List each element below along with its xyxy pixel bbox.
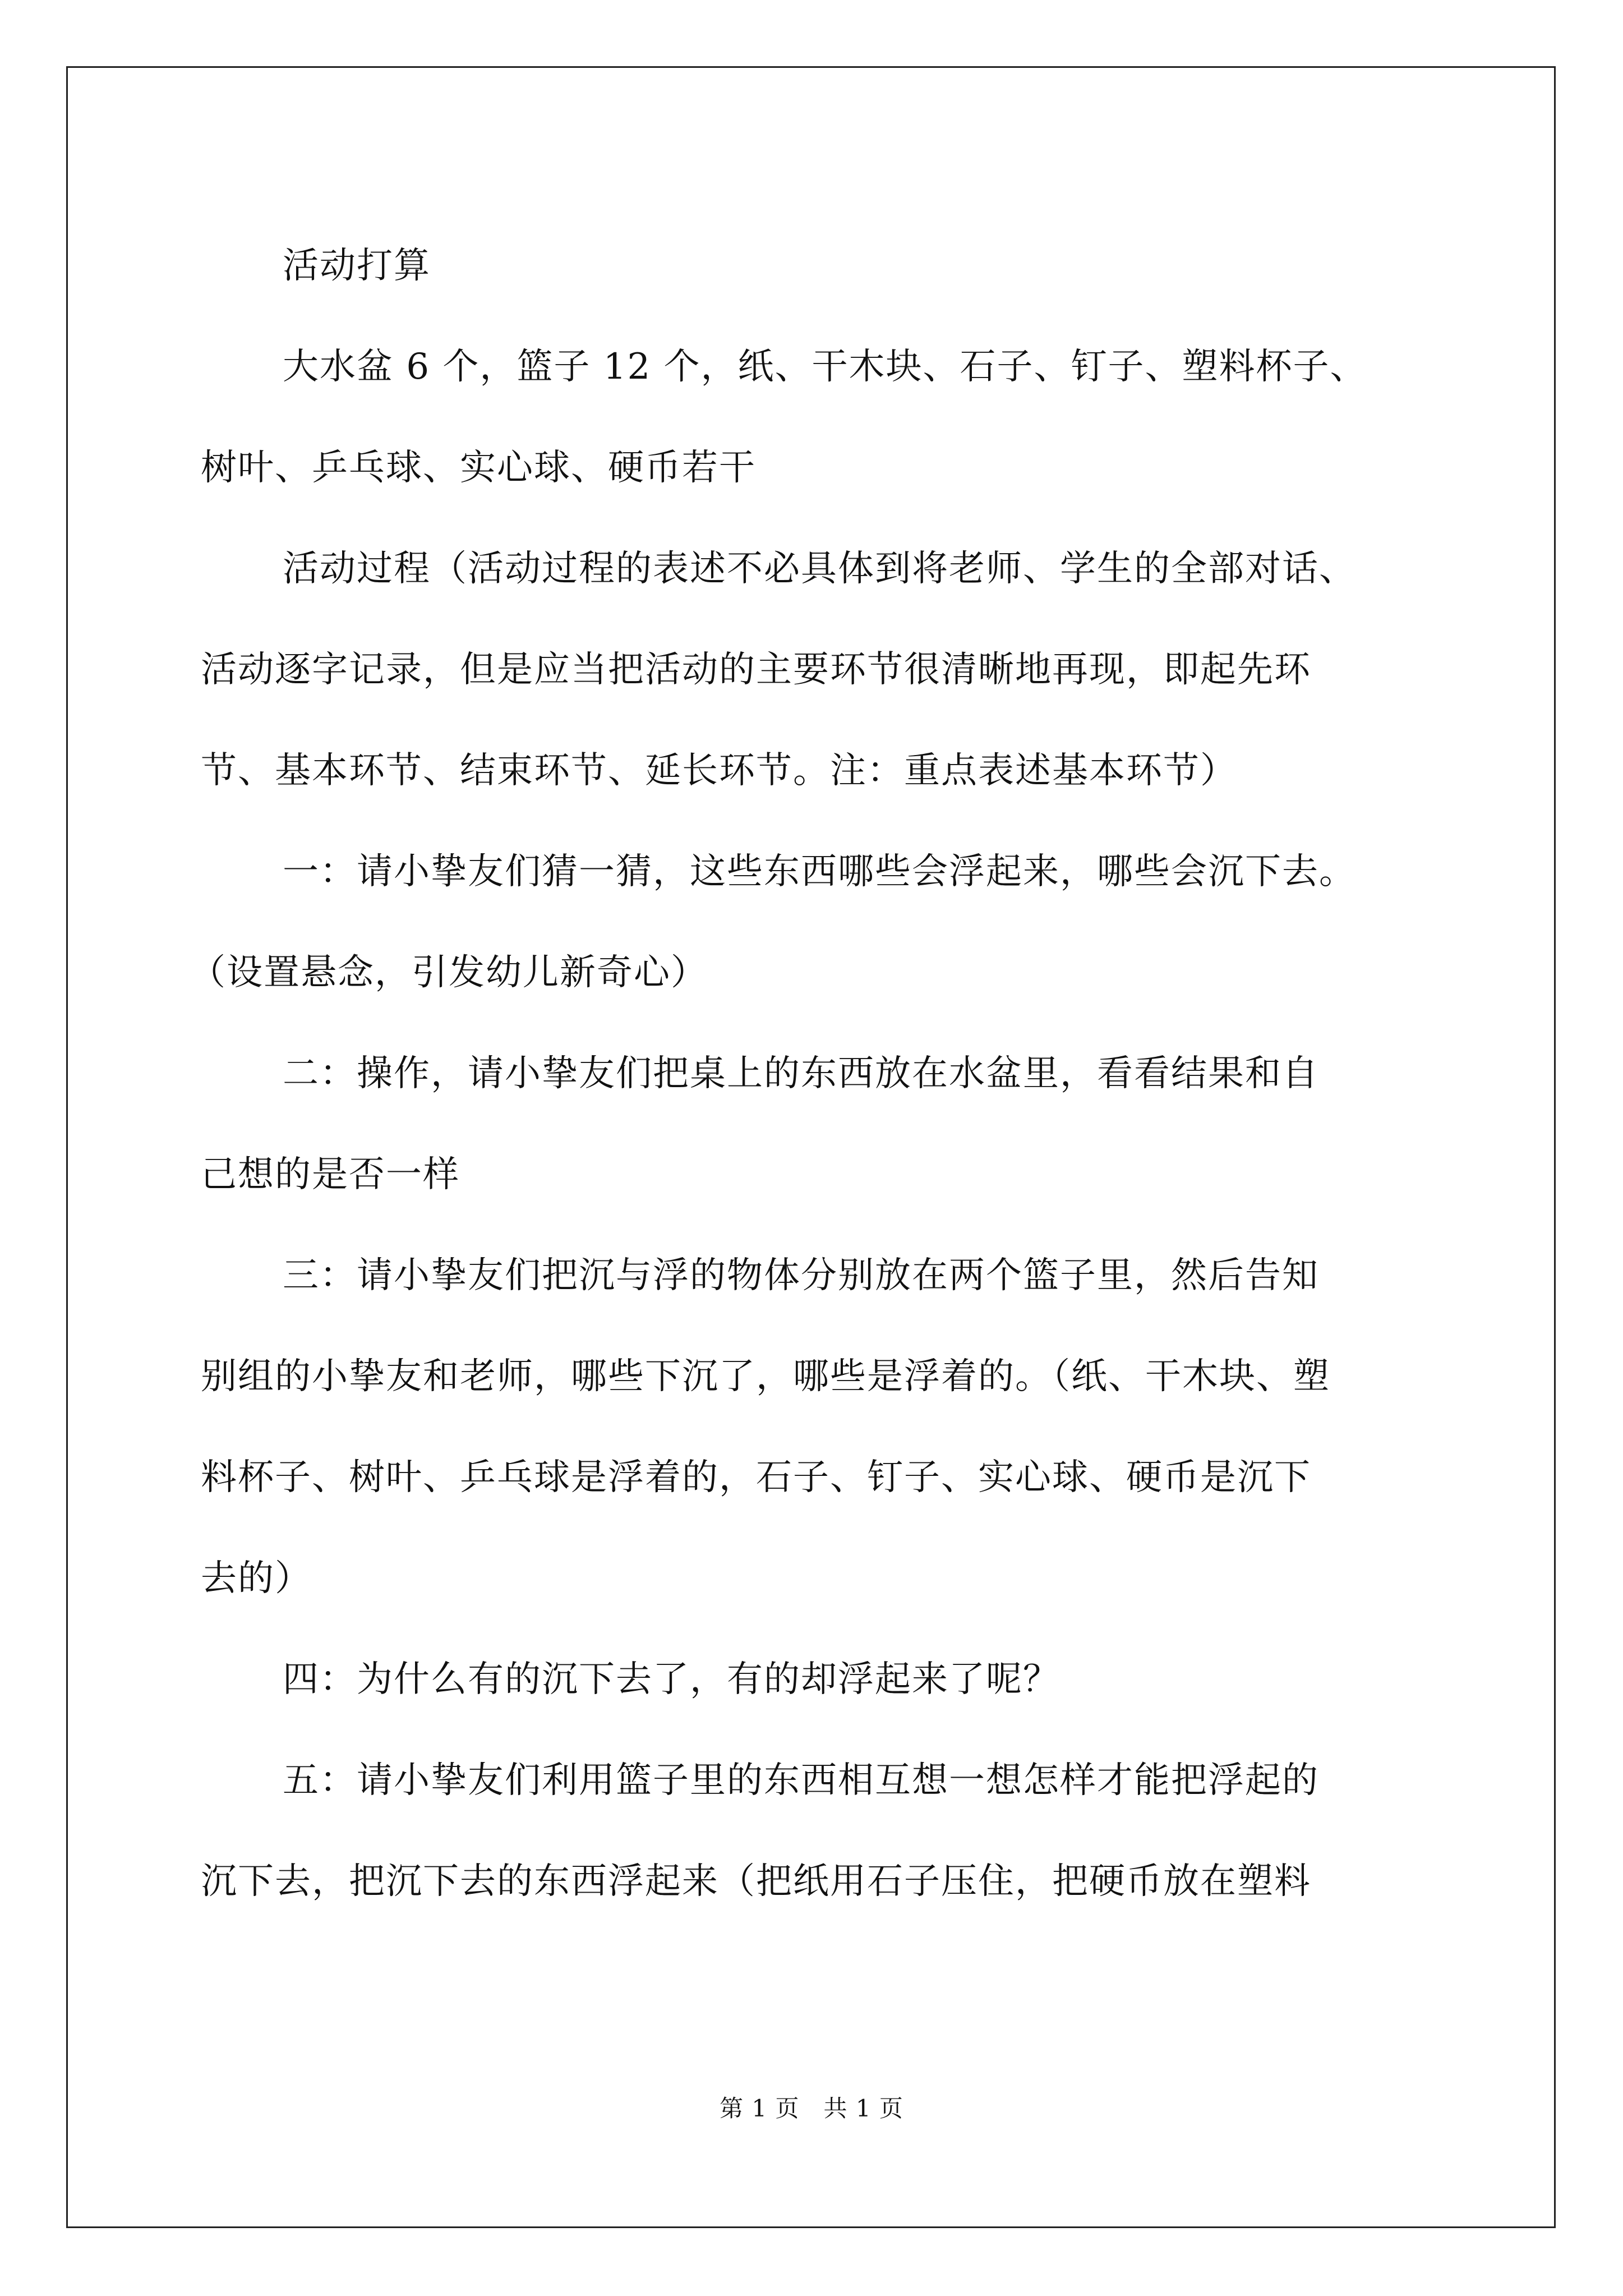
text-line: 五：请小挚友们利用篮子里的东西相互想一想怎样才能把浮起的 (283, 1760, 1319, 1801)
paragraph-step-five (201, 1730, 1491, 1932)
paragraph-step-two (201, 1023, 1491, 1225)
text-line: 活动逐字记录，但是应当把活动的主要环节很清晰地再现，即起先环 (201, 649, 1311, 691)
text-line: 大水盆 6 个，篮子 12 个，纸、干木块、石子、钉子、塑料杯子、 (283, 346, 1367, 388)
paragraph-process-intro (201, 518, 1491, 821)
text-line: 节、基本环节、结束环节、延长环节。注：重点表述基本环节） (201, 750, 1237, 792)
text-line: 活动过程（活动过程的表述不必具体到将老师、学生的全部对话、 (283, 548, 1356, 590)
text-line: 二：操作，请小挚友们把桌上的东西放在水盆里，看看结果和自 (283, 1053, 1319, 1094)
page-footer: 第 1 页 共 1 页 (720, 2095, 903, 2122)
text-line: 己想的是否一样 (201, 1154, 460, 1195)
paragraph-step-one (190, 821, 1491, 1023)
text-line: 树叶、乒乓球、实心球、硬币若干 (201, 447, 756, 489)
text-line: 别组的小挚友和老师，哪些下沉了，哪些是浮着的。（纸、干木块、塑 (201, 1356, 1330, 1397)
text-line: 料杯子、树叶、乒乓球是浮着的，石子、钉子、实心球、硬币是沉下 (201, 1457, 1311, 1498)
text-line: 四：为什么有的沉下去了，有的却浮起来了呢？ (283, 1659, 1060, 1700)
document-body (190, 215, 1491, 1932)
text-line: 沉下去，把沉下去的东西浮起来（把纸用石子压住，把硬币放在塑料 (201, 1861, 1311, 1902)
text-line: （设置悬念，引发幼儿新奇心） (190, 952, 708, 993)
paragraph-step-three (201, 1225, 1491, 1629)
text-line: 去的） (201, 1558, 312, 1599)
paragraph-materials-list (201, 316, 1491, 518)
paragraph-materials-heading (201, 215, 1491, 316)
text-line: 一：请小挚友们猜一猜，这些东西哪些会浮起来，哪些会沉下去。 (283, 851, 1356, 892)
text-line: 活动打算 (283, 245, 431, 287)
text-line: 三：请小挚友们把沉与浮的物体分别放在两个篮子里，然后告知 (283, 1255, 1319, 1296)
paragraph-step-four (201, 1629, 1491, 1730)
